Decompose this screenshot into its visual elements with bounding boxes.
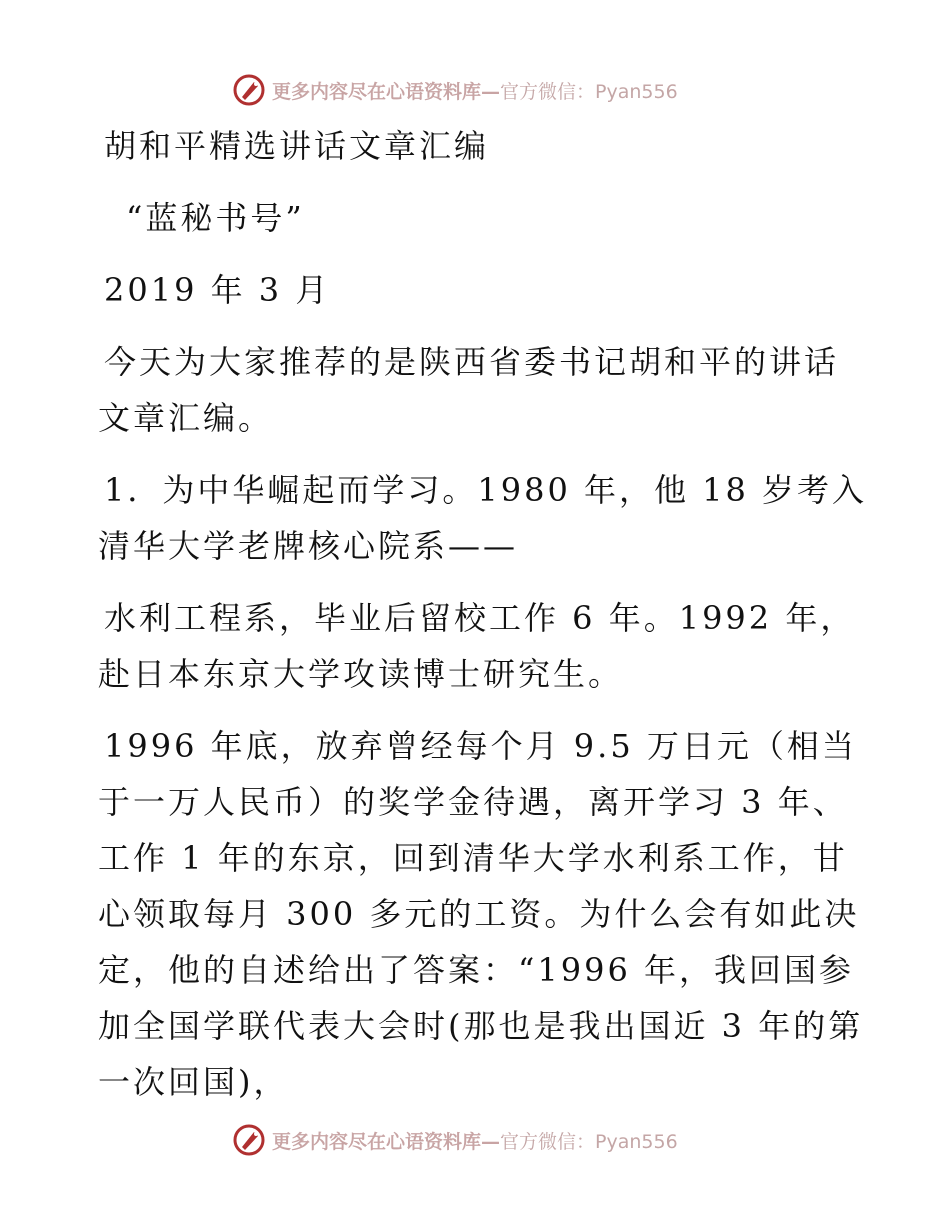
header-watermark-banner: [232, 70, 732, 110]
paragraph: 1996 年底，放弃曾经每个月 9.5 万日元（相当于一万人民币）的奖学金待遇，离开学习 3 年、工作 1 年的东京，回到清华大学水利系工作，甘心领取每月 300 多元的工资。为什么会有如此决定，他的自述给出了答案：“1996 年，我回国参加全国学联代表大会时(那也是我出国近 3 年的第一次回国)，: [98, 727, 864, 1101]
pen-nib-logo-icon: [232, 73, 266, 107]
document-date: 2019 年 3 月: [104, 271, 331, 309]
banner-wechat: 官方微信：Pyan556: [500, 80, 678, 103]
document-source: “蓝秘书号”: [126, 199, 305, 237]
footer-watermark-banner: [232, 1120, 732, 1160]
document-body: [98, 118, 868, 1126]
banner-wechat: 官方微信：Pyan556: [500, 1130, 678, 1153]
paragraph: 水利工程系，毕业后留校工作 6 年。1992 年，赴日本东京大学攻读博士研究生。: [98, 599, 856, 693]
banner-text: 更多内容尽在心语资料库—: [272, 80, 501, 103]
pen-nib-logo-icon: [232, 1123, 266, 1157]
paragraph: 1．为中华崛起而学习。1980 年，他 18 岁考入清华大学老牌核心院系——: [98, 471, 868, 565]
document-title: 胡和平精选讲话文章汇编: [104, 127, 490, 165]
paragraph: 今天为大家推荐的是陕西省委书记胡和平的讲话文章汇编。: [98, 343, 840, 437]
banner-text: 更多内容尽在心语资料库—: [272, 1130, 501, 1153]
